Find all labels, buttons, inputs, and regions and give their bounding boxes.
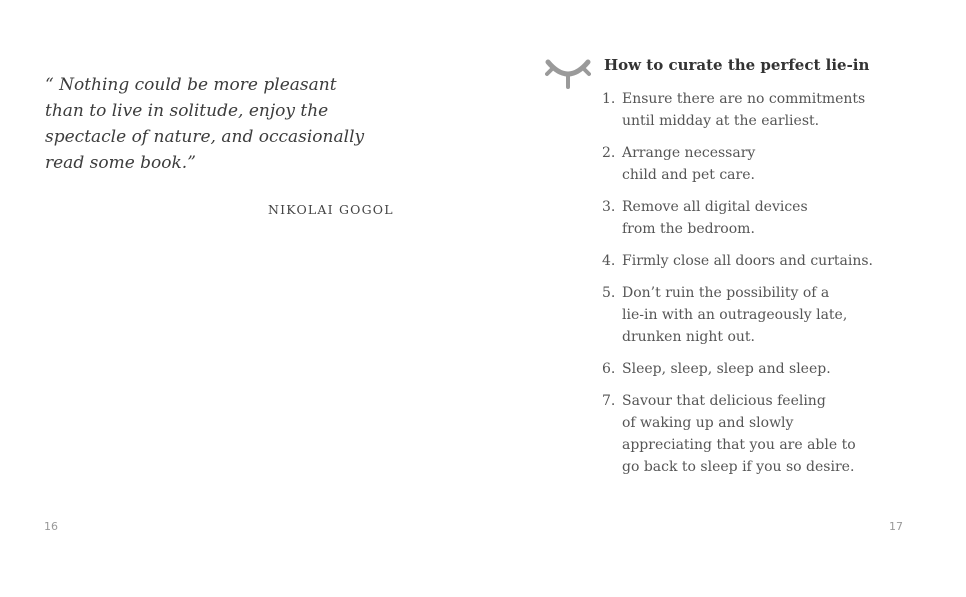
quote-text: “ Nothing could be more pleasant than to live in solitude, enjoy the spectacle of nature, and occasionally read some book.” bbox=[45, 75, 365, 173]
list-item bbox=[602, 88, 902, 132]
list-item bbox=[602, 390, 902, 478]
step-number: 1. bbox=[602, 91, 616, 107]
step-number: 3. bbox=[602, 199, 616, 215]
step-text: Ensure there are no commitments until midday at the earliest. bbox=[622, 91, 866, 129]
step-number: 4. bbox=[602, 253, 616, 269]
step-text: Arrange necessary child and pet care. bbox=[622, 145, 756, 183]
steps-list bbox=[602, 88, 902, 488]
list-title: How to curate the perfect lie-in bbox=[604, 56, 870, 74]
step-number: 5. bbox=[602, 285, 616, 301]
step-text: Savour that delicious feeling of waking up and slowly appreciating that you are able to go back to sleep if you so desire. bbox=[622, 393, 856, 475]
step-text: Don’t ruin the possibility of a lie-in with an outrageously late, drunken night out. bbox=[622, 285, 848, 345]
step-number: 6. bbox=[602, 361, 616, 377]
page-number-right: 17 bbox=[889, 520, 903, 533]
closed-eye-icon bbox=[545, 56, 591, 90]
step-text: Sleep, sleep, sleep and sleep. bbox=[622, 361, 831, 377]
step-text: Firmly close all doors and curtains. bbox=[622, 253, 873, 269]
quote-author: NIKOLAI GOGOL bbox=[268, 202, 394, 217]
list-item bbox=[602, 142, 902, 186]
step-number: 7. bbox=[602, 393, 616, 409]
page-number-left: 16 bbox=[44, 520, 58, 533]
list-item bbox=[602, 196, 902, 240]
list-item bbox=[602, 358, 902, 380]
step-number: 2. bbox=[602, 145, 616, 161]
right-page bbox=[483, 0, 966, 597]
list-item bbox=[602, 282, 902, 348]
step-text: Remove all digital devices from the bedroom. bbox=[622, 199, 808, 237]
list-item bbox=[602, 250, 902, 272]
